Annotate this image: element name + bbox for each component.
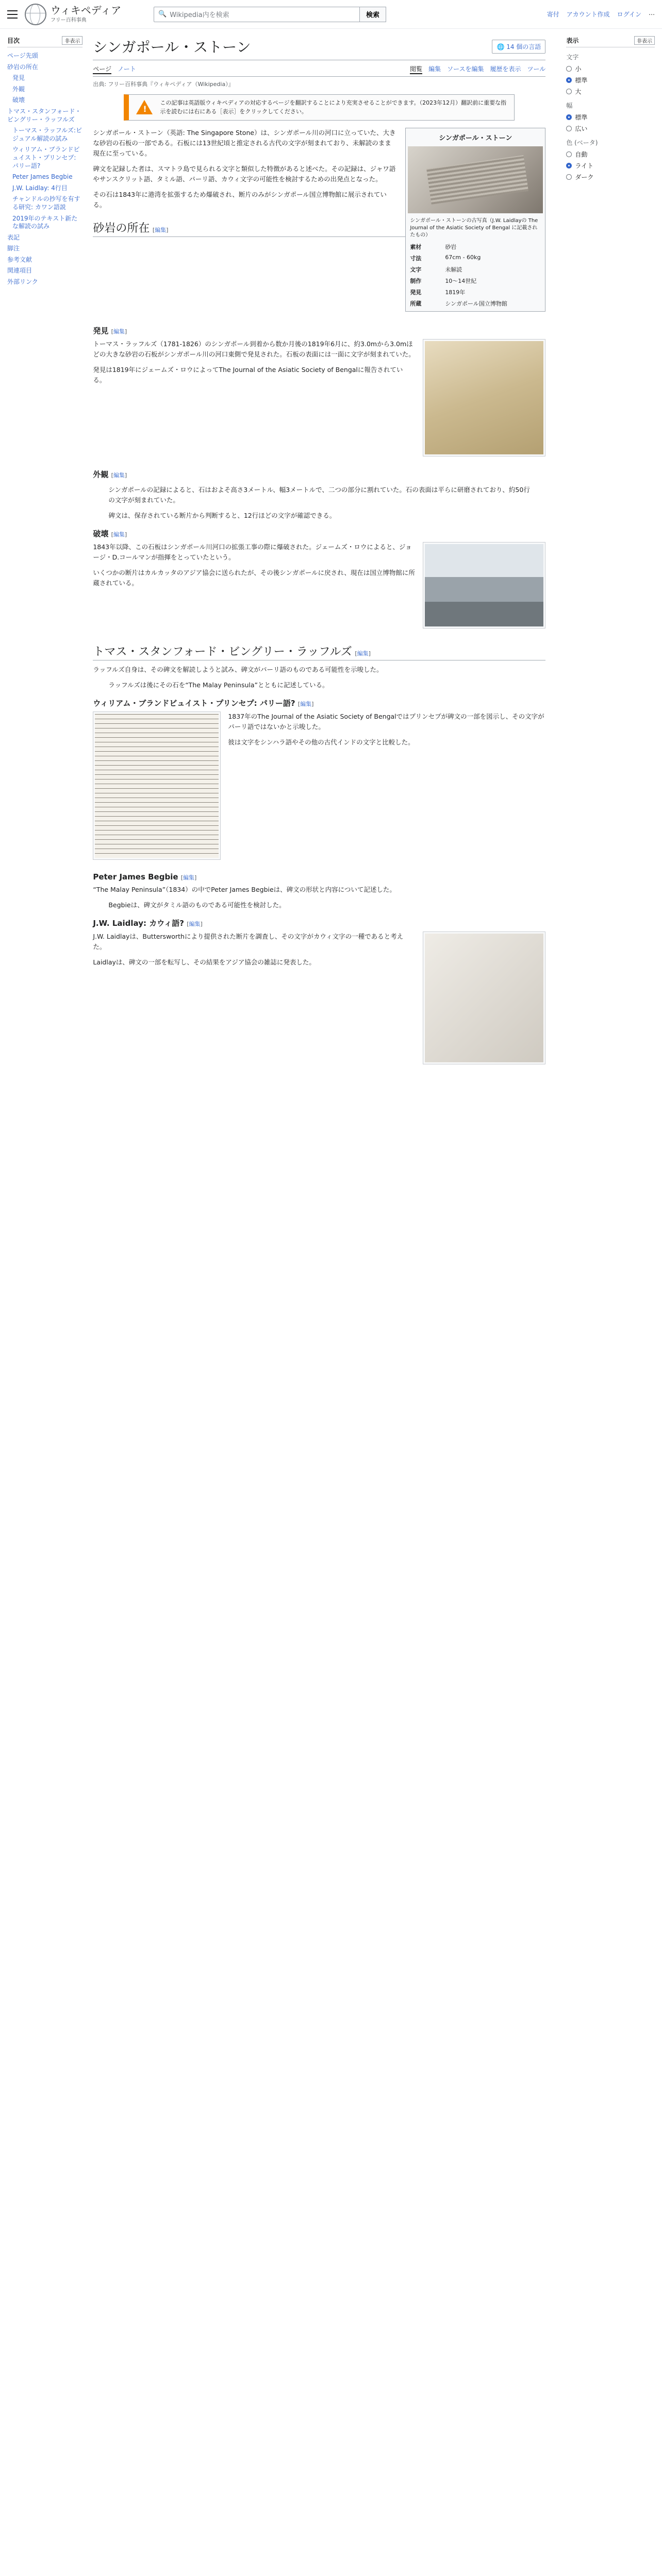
map-thumbnail[interactable] [423,339,545,456]
page-tabs [93,60,545,77]
color-dark[interactable] [566,173,655,181]
section-heading [93,872,545,882]
option-label: 小 [575,65,582,73]
paragraph: Laidlayは、碑文の一部を転写し、その結果をアジア協会の雑誌に発表した。 [93,958,316,966]
option-label: 広い [575,125,588,132]
search-icon: 🔍 [158,10,167,18]
edit-section-link[interactable]: [編集] [355,650,371,657]
infobox-row [408,275,543,286]
toc-item[interactable] [7,62,82,73]
tagline: フリー百科事典 [51,18,87,23]
wordmark: ウィキペディア [51,4,122,16]
edit-label[interactable]: 編集 [189,921,201,927]
create-account-link[interactable]: アカウント作成 [566,11,610,18]
appearance-title [566,36,655,47]
wikipedia-globe-icon [25,4,46,25]
article [82,29,556,1070]
section-title: ウィリアム・ブランドビュイスト・プリンセプ: パリー語? [93,699,295,708]
old-map-image [425,341,543,454]
infobox-value: 未解読 [445,266,462,273]
edit-label[interactable]: 編集 [155,227,167,233]
toc-link[interactable]: チャンドルの抄写を有する研究: カワン語説 [12,195,80,211]
infobox-row [408,298,543,309]
inscription-thumbnail[interactable] [93,711,221,860]
infobox-key: 制作 [410,278,422,284]
page-title [93,29,545,60]
site-header [0,0,662,29]
width-standard[interactable] [566,113,655,122]
donate-link[interactable]: 寄付 [547,11,559,18]
infobox-row [408,264,543,275]
paragraph: ラッフルズ自身は、その碑文を解読しようと試み、碑文がパーリ語のものである可能性を示唆した。 [93,666,383,673]
paragraph: いくつかの断片はカルカッタのアジア協会に送られたが、その後シンガポールに戻され、現在は国立博物館に所蔵されている。 [93,569,415,587]
appearance-heading: 表示 [566,37,579,44]
page-title-text: シンガポール・ストーン [93,40,251,56]
tab-page[interactable]: ページ [93,64,111,74]
toc-link[interactable]: ウィリアム・ブランドビュイスト・プリンセプ: パリー語? [12,146,80,170]
width-wide[interactable] [566,124,655,133]
infobox-key: 寸法 [410,255,422,262]
toc-link[interactable]: 表記 [7,233,20,241]
paragraph: シンガポールの記録によると、石はおよそ高さ3メートル、幅3メートルで、二つの部分に割れていた。石の表面は平らに研磨されており、約50行の文字が刻まれていた。 [108,486,530,504]
language-button[interactable]: 🌐 14 個の言語 [492,40,545,54]
tab-read[interactable]: 閲覧 [410,64,422,74]
radio-icon [566,114,572,120]
radio-icon [566,66,572,72]
toc-hide-button[interactable]: 非表示 [62,36,82,45]
translation-notice [124,94,515,121]
paragraph: Begbieは、碑文がタミル語のものである可能性を検討した。 [108,901,286,909]
infobox-value: 砂岩 [445,244,457,250]
toc-link[interactable]: 参考文献 [7,256,32,263]
toc-item[interactable] [7,106,82,125]
toc-link[interactable]: トーマス・ラッフルズ:ビジュアル解読の試み [12,127,82,142]
edit-label[interactable]: 編集 [113,328,125,335]
section-heading [93,528,545,539]
more-icon[interactable]: ⋯ [649,10,655,18]
option-label: 標準 [575,114,588,121]
toc-item[interactable] [7,84,82,95]
toc-link[interactable]: 外観 [12,85,25,93]
personal-tools [547,10,655,19]
paragraph: 1843年以降、この石板はシンガポール川河口の拡張工事の際に爆破された。ジェームズ・ロウによると、ジョージ・D.コールマンが指揮をとっていたという。 [93,543,412,561]
edit-label[interactable]: 編集 [300,701,312,707]
toc-item[interactable] [7,50,82,62]
text-size-large[interactable] [566,87,655,96]
section-heading [93,325,545,336]
toc-item[interactable] [7,243,82,255]
section-heading [93,698,545,708]
section-title: 発見 [93,326,109,335]
radio-icon [566,89,572,94]
width-label: 幅 [566,102,573,109]
infobox-value: 10～14世紀 [445,278,477,284]
text-size-label: 文字 [566,54,579,61]
option-label: ダーク [575,174,594,181]
paragraph: “The Malay Peninsula”（1834）の中でPeter James Begbieは、碑文の形状と内容について記述した。 [93,886,396,893]
toc-subitem[interactable] [7,213,82,232]
option-label: 自動 [575,151,588,158]
tab-talk[interactable]: ノート [118,65,136,73]
toc-link[interactable]: J.W. Laidlay: 4行目 [12,184,68,192]
section-title: 外観 [93,470,109,479]
laidlay-thumbnail[interactable] [423,931,545,1064]
toc-subitem[interactable] [7,183,82,194]
appearance-hide-button[interactable]: 非表示 [634,36,655,45]
toc-item[interactable] [7,265,82,277]
infobox-value: 67cm - 60kg [445,254,481,261]
paragraph: ラッフルズは後にその石を“The Malay Peninsula”とともに記述している。 [108,681,329,689]
toc-link[interactable]: 破壊 [12,96,25,104]
from-line: 出典: フリー百科事典『ウィキペディア（Wikipedia）』 [93,81,234,88]
toc-heading: 目次 [7,37,20,44]
edit-label[interactable]: 編集 [113,472,125,479]
toc-link[interactable]: 砂岩の所在 [7,63,39,71]
building-thumbnail[interactable] [423,542,545,629]
paragraph: その石は1843年に港湾を拡張するため爆破され、断片のみがシンガポール国立博物館に展示されている。 [93,191,387,209]
tab-tools[interactable]: ツール [527,65,546,73]
option-label: 標準 [575,77,588,84]
edit-section-link[interactable]: [編集] [111,328,127,335]
toc-link[interactable]: トマス・スタンフォード・ビングリー・ラッフルズ [7,107,81,123]
toc-item[interactable] [7,95,82,106]
radio-icon [566,126,572,131]
infobox-row [408,286,543,298]
edit-section-link[interactable]: [編集] [180,874,197,881]
search-form [154,7,386,22]
toc-link[interactable]: 発見 [12,74,25,82]
edit-section-link[interactable]: [編集] [187,921,203,927]
museum-image [425,544,543,626]
infobox [405,128,545,312]
tab-edit-source[interactable]: ソースを編集 [447,65,484,73]
color-auto[interactable] [566,150,655,159]
blockquote [108,900,530,910]
paragraph: 発見は1819年にジェームズ・ロウによってThe Journal of the Asiatic Society of Bengalに報告されている。 [93,366,403,384]
radio-icon [566,163,572,168]
tab-edit[interactable]: 編集 [428,65,441,73]
toc-link[interactable]: 2019年のテキスト新たな解読の試み [12,214,78,230]
edit-section-link[interactable]: [編集] [152,227,169,233]
paragraph: J.W. Laidlayは、Buttersworthにより提供された断片を調査し、その文字がカウィ文字の一種であると考えた。 [93,933,404,951]
toc-item[interactable] [7,73,82,84]
toc-subitem[interactable] [7,144,82,172]
paragraph: 彼は文字をシンハラ語やその他の古代インドの文字と比較した。 [228,738,415,746]
toc-link[interactable]: ページ先頭 [7,52,38,59]
section-title: J.W. Laidlay: カウィ語? [93,919,185,928]
infobox-row [408,241,543,252]
tab-history[interactable]: 履歴を表示 [490,65,521,73]
language-button-label: 14 個の言語 [506,43,541,50]
blockquote [108,680,530,690]
login-link[interactable]: ログイン [617,11,641,18]
edit-section-link[interactable]: [編集] [111,472,127,479]
notice-text: この記事は英語版ウィキペディアの対応するページを翻訳することにより充実させることができます。（2023年12月）翻訳前に重要な指示を読むには右にある［表示］をクリックしてください。 [160,99,507,115]
infobox-value: 1819年 [445,289,466,296]
infobox-value: シンガポール国立博物館 [445,300,507,307]
search-input[interactable] [154,7,360,22]
infobox-heading: シンガポール・ストーン [439,134,512,142]
section-heading [93,469,545,480]
toc-link[interactable]: 脚注 [7,245,20,252]
color-light[interactable] [566,161,655,170]
paragraph: 1837年のThe Journal of the Asiatic Society of Bengalではプリンセプが碑文の一部を図示し、その文字がパーリ語ではないかと示唆した。 [228,713,544,731]
blockquote [108,485,530,521]
radio-icon [566,174,572,180]
text-size-standard[interactable] [566,76,655,84]
infobox-key: 文字 [410,266,422,273]
infobox-key: 素材 [410,244,422,250]
section-heading [93,643,545,660]
site-logo[interactable] [25,4,154,25]
toc-subitem[interactable] [7,125,82,144]
infobox-key: 発見 [410,289,422,296]
menu-icon[interactable] [7,10,18,19]
search-button[interactable]: 検索 [360,7,386,22]
toc-subitem[interactable] [7,194,82,213]
paragraph: トーマス・ラッフルズ（1781-1826）のシンガポール到着から数か月後の1819年6月に、約3.0mから3.0mほどの大きな砂岩の石板がシンガポール川の河口東側で発見された。石板の表面には一面に文字が刻まれていた。 [93,340,415,358]
paragraph: 碑文を記録した者は、スマトラ島で見られる文字と類似した特徴があると述べた。その記録は、ジャワ語やサンスクリット語、タミル語、パーリ語、カウィ文字の可能性を検討するための出発点となった。 [93,165,396,183]
section-heading [93,918,545,928]
appearance-panel [556,29,655,1070]
search-placeholder: Wikipedia内を検索 [170,11,229,19]
edit-section-link[interactable]: [編集] [111,531,127,538]
toc-sidebar [7,29,82,1070]
section-title: トマス・スタンフォード・ビングリー・ラッフルズ [93,645,352,658]
edit-section-link[interactable]: [編集] [297,701,314,707]
radio-icon [566,77,572,83]
toc-title [7,34,82,47]
color-label: 色 (ベータ) [566,139,598,146]
option-label: ライト [575,162,593,170]
toc-link[interactable]: Peter James Begbie [12,173,73,181]
edit-label[interactable]: 編集 [113,531,125,538]
section-title: Peter James Begbie [93,872,178,882]
edit-label[interactable]: 編集 [183,874,195,881]
text-size-small[interactable] [566,64,655,73]
toc-link[interactable]: 外部リンク [7,278,38,286]
toc-item[interactable] [7,277,82,288]
option-label: 大 [575,88,582,95]
infobox-key: 所蔵 [410,300,422,307]
infobox-caption: シンガポール・ストーンの古写真（J.W. Laidlayの The Journal of the Asiatic Society of Bengal に記載されたもの） [410,218,538,238]
warning-icon [136,100,153,114]
section-title: 砂岩の所在 [93,222,150,234]
toc-item[interactable] [7,232,82,244]
fragment-image [425,934,543,1062]
paragraph: 碑文は、保存されている断片から判断すると、12行ほどの文字が確認できる。 [108,512,336,519]
edit-label[interactable]: 編集 [357,650,369,657]
toc-item[interactable] [7,255,82,266]
inscription-image [95,714,219,858]
paragraph: シンガポール・ストーン（英語: The Singapore Stone）は、シンガポール川の河口に立っていた、大きな砂岩の石板の一部である。石板には13世紀頃と推定される古代の文字が刻まれており、未解読のまま現在に至っている。 [93,129,396,157]
radio-icon [566,151,572,157]
toc-item[interactable] [7,172,82,183]
infobox-row [408,252,543,264]
infobox-table [408,241,543,309]
infobox-image[interactable] [408,146,543,213]
toc-link[interactable]: 関連項目 [7,267,32,275]
section-title: 破壊 [93,529,109,538]
